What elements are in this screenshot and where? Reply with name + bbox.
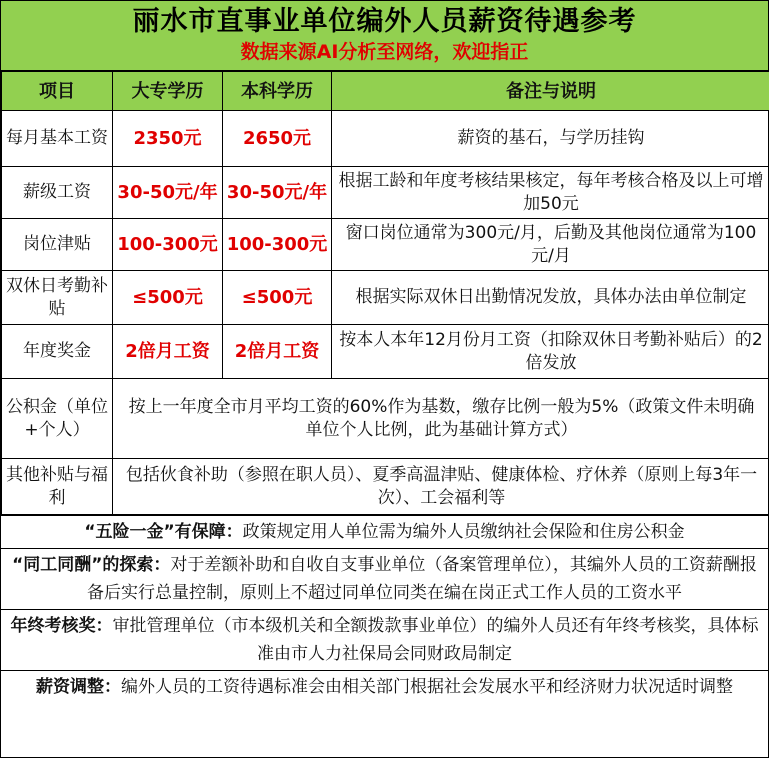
notes-section	[1, 515, 768, 703]
table-header-row	[2, 72, 769, 111]
row-item: 薪级工资	[2, 167, 113, 219]
note-heading: “五险一金”有保障：	[84, 522, 243, 542]
note-equal-pay	[1, 548, 768, 609]
row-college-value: 2倍月工资	[113, 325, 223, 379]
row-college-value: 2350元	[113, 111, 223, 167]
note-text: 对于差额补助和自收自支事业单位（备案管理单位），其编外人员的工资薪酬报备后实行总量控制，原则上不超过同单位同类在编在岗正式工作人员的工资水平	[87, 555, 757, 603]
row-college-value: 30-50元/年	[113, 167, 223, 219]
row-note: 根据工龄和年度考核结果核定，每年考核合格及以上可增加50元	[332, 167, 769, 219]
table-row	[2, 271, 769, 325]
note-heading: “同工同酬”的探索：	[12, 555, 171, 575]
table-row	[2, 219, 769, 271]
table-row	[2, 325, 769, 379]
row-bachelor-value: ≤500元	[223, 271, 332, 325]
row-note: 薪资的基石，与学历挂钩	[332, 111, 769, 167]
row-item: 年度奖金	[2, 325, 113, 379]
note-five-insurances	[1, 515, 768, 548]
column-header-note: 备注与说明	[332, 72, 769, 111]
row-note: 根据实际双休日出勤情况发放，具体办法由单位制定	[332, 271, 769, 325]
row-item: 岗位津贴	[2, 219, 113, 271]
row-bachelor-value: 30-50元/年	[223, 167, 332, 219]
note-salary-adjustment	[1, 670, 768, 703]
note-year-end-bonus	[1, 609, 768, 670]
sheet-header	[1, 1, 768, 71]
row-item: 公积金（单位+个人）	[2, 379, 113, 459]
note-heading: 薪资调整：	[36, 677, 121, 697]
row-note: 窗口岗位通常为300元/月，后勤及其他岗位通常为100元/月	[332, 219, 769, 271]
table-row-merged	[2, 459, 769, 515]
column-header-item: 项目	[2, 72, 113, 111]
row-merged-text: 按上一年度全市月平均工资的60%作为基数，缴存比例一般为5%（政策文件未明确单位个人比例，此为基础计算方式）	[113, 379, 769, 459]
row-item: 每月基本工资	[2, 111, 113, 167]
table-row	[2, 167, 769, 219]
row-college-value: 100-300元	[113, 219, 223, 271]
sheet-title: 丽水市直事业单位编外人员薪资待遇参考	[132, 6, 637, 37]
row-bachelor-value: 100-300元	[223, 219, 332, 271]
salary-table	[1, 71, 769, 515]
row-bachelor-value: 2倍月工资	[223, 325, 332, 379]
row-merged-text: 包括伙食补助（参照在职人员）、夏季高温津贴、健康体检、疗休养（原则上每3年一次）、工会福利等	[113, 459, 769, 515]
row-bachelor-value: 2650元	[223, 111, 332, 167]
note-heading: 年终考核奖：	[10, 616, 113, 636]
sheet-subtitle: 数据来源AI分析至网络，欢迎指正	[240, 41, 529, 63]
row-item: 双休日考勤补贴	[2, 271, 113, 325]
table-row	[2, 111, 769, 167]
note-text: 审批管理单位（市本级机关和全额拨款事业单位）的编外人员还有年终考核奖，具体标准由市人力社保局会同财政局制定	[112, 616, 759, 664]
row-note: 按本人本年12月份月工资（扣除双休日考勤补贴后）的2倍发放	[332, 325, 769, 379]
column-header-college: 大专学历	[113, 72, 223, 111]
table-row-merged	[2, 379, 769, 459]
note-text: 政策规定用人单位需为编外人员缴纳社会保险和住房公积金	[242, 522, 685, 542]
row-college-value: ≤500元	[113, 271, 223, 325]
column-header-bachelor: 本科学历	[223, 72, 332, 111]
note-text: 编外人员的工资待遇标准会由相关部门根据社会发展水平和经济财力状况适时调整	[121, 677, 733, 697]
row-item: 其他补贴与福利	[2, 459, 113, 515]
